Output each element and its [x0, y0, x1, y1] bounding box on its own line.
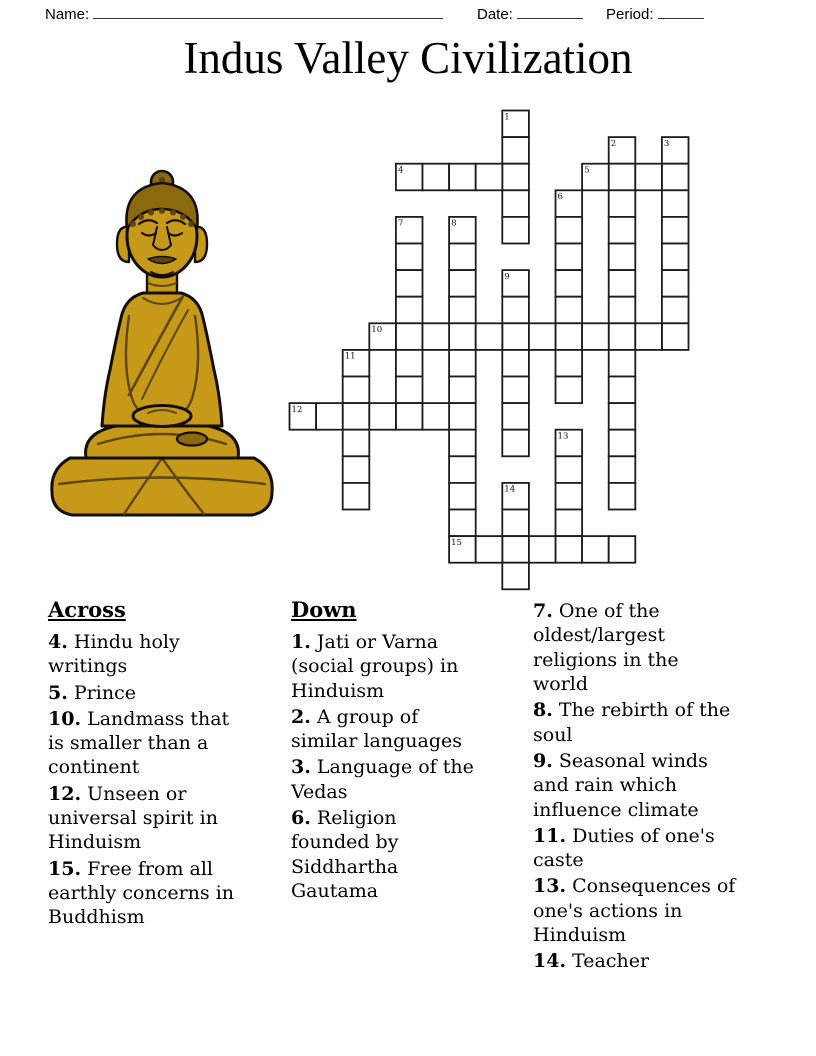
grid-cell — [343, 456, 370, 483]
date-field — [477, 3, 583, 23]
clue-number: 6. — [291, 807, 311, 830]
grid-cell-number: 9 — [504, 271, 510, 282]
grid-cell — [449, 376, 476, 403]
grid-cell — [502, 430, 529, 457]
grid-cell — [609, 323, 636, 350]
clue-text: Religion founded by Siddhartha Gautama — [291, 807, 399, 902]
clue-number: 12. — [48, 782, 82, 805]
grid-cell-number: 7 — [397, 218, 404, 229]
grid-cell — [316, 403, 343, 430]
grid-cell-number: 3 — [663, 138, 670, 149]
crossword-grid — [288, 109, 690, 591]
grid-cell — [502, 509, 529, 536]
grid-cell-number: 15 — [451, 537, 463, 548]
period-field — [606, 3, 704, 23]
clue-text: Consequences of one's actions in Hinduism — [533, 875, 736, 947]
clue-text: Prince — [73, 681, 136, 704]
clue-text: Jati or Varna (social groups) in Hinduism — [291, 630, 459, 702]
grid-cell-number: 13 — [557, 431, 569, 442]
clue-text: Teacher — [572, 950, 650, 973]
clue-number: 11. — [533, 824, 567, 847]
grid-cell — [662, 323, 689, 350]
grid-cell — [609, 270, 636, 297]
grid-cell — [502, 403, 529, 430]
grid-cell — [582, 536, 609, 563]
grid-cell — [609, 243, 636, 270]
grid-cell — [609, 350, 636, 377]
grid-cell — [662, 243, 689, 270]
grid-cell — [396, 376, 423, 403]
clue-text: A group of similar languages — [291, 705, 462, 753]
grid-cell — [555, 536, 582, 563]
clue-item — [291, 806, 477, 903]
clue-number: 10. — [48, 707, 82, 730]
grid-cell — [609, 430, 636, 457]
grid-cell — [555, 270, 582, 297]
grid-cell-number: 1 — [504, 112, 510, 123]
grid-cell — [423, 323, 450, 350]
grid-cell — [476, 536, 503, 563]
grid-cell — [529, 323, 556, 350]
grid-cell — [343, 483, 370, 510]
clue-item — [48, 681, 244, 705]
name-blank-line — [93, 3, 443, 19]
grid-cell — [555, 350, 582, 377]
grid-cell-number: 11 — [344, 351, 356, 362]
clue-number: 2. — [291, 705, 311, 728]
grid-cell — [609, 297, 636, 324]
grid-cell — [502, 297, 529, 324]
grid-cell-number: 14 — [504, 484, 516, 495]
down-clues-column-2 — [533, 599, 739, 976]
grid-cell-number: 10 — [371, 325, 383, 336]
across-clues-column — [48, 597, 244, 932]
grid-cell — [555, 323, 582, 350]
buddha-hands — [133, 406, 191, 427]
grid-cell — [502, 323, 529, 350]
grid-cell — [555, 456, 582, 483]
grid-cell — [449, 430, 476, 457]
grid-cell — [343, 376, 370, 403]
clue-item — [533, 874, 739, 947]
grid-cell-number: 12 — [291, 404, 303, 415]
clue-text: Duties of one's caste — [533, 824, 715, 872]
period-label: Period: — [606, 6, 654, 23]
clue-number: 15. — [48, 857, 82, 880]
grid-cell — [502, 350, 529, 377]
clue-text: Hindu holy writings — [48, 630, 180, 678]
grid-cell — [502, 137, 529, 164]
grid-cell — [343, 430, 370, 457]
grid-cell — [449, 270, 476, 297]
grid-cell — [396, 403, 423, 430]
grid-cell — [396, 350, 423, 377]
down-heading: Down — [291, 597, 357, 622]
page-title: Indus Valley Civilization — [183, 33, 633, 83]
clue-item — [533, 749, 739, 822]
across-heading: Across — [48, 597, 126, 622]
date-label: Date: — [477, 6, 513, 23]
grid-cell — [609, 536, 636, 563]
grid-cell — [396, 323, 423, 350]
grid-cell — [396, 270, 423, 297]
grid-cell — [449, 350, 476, 377]
date-blank-line — [517, 3, 583, 19]
grid-cell — [449, 509, 476, 536]
clue-text: Language of the Vedas — [291, 756, 474, 803]
grid-cell — [369, 403, 396, 430]
grid-cell — [662, 297, 689, 324]
clue-number: 4. — [48, 630, 68, 653]
down-clue-list-1 — [291, 630, 477, 903]
across-clue-list — [48, 630, 244, 930]
grid-cell — [502, 190, 529, 217]
grid-cell — [609, 164, 636, 191]
clue-item — [291, 705, 477, 754]
grid-cell — [555, 297, 582, 324]
grid-cell — [449, 323, 476, 350]
grid-cell — [635, 164, 662, 191]
period-blank-line — [658, 3, 704, 19]
grid-cell-number: 5 — [584, 165, 590, 176]
clue-item — [48, 857, 244, 930]
clue-number: 5. — [48, 681, 68, 704]
worksheet-header — [0, 3, 816, 27]
clue-number: 8. — [533, 699, 553, 722]
grid-cell — [423, 164, 450, 191]
grid-cell — [396, 297, 423, 324]
grid-cell — [555, 483, 582, 510]
grid-cell — [396, 243, 423, 270]
grid-cell-number: 6 — [557, 192, 563, 203]
grid-cell — [609, 376, 636, 403]
grid-cell — [662, 190, 689, 217]
clue-number: 1. — [291, 630, 311, 653]
grid-cell — [662, 270, 689, 297]
grid-cell-number: 4 — [397, 165, 404, 176]
grid-cell — [476, 164, 503, 191]
grid-cell — [662, 164, 689, 191]
buddha-base — [52, 458, 272, 515]
grid-cell — [502, 376, 529, 403]
clue-number: 7. — [533, 600, 553, 622]
grid-cell — [609, 190, 636, 217]
grid-cell — [449, 164, 476, 191]
clue-text: Seasonal winds and rain which influence climate — [533, 749, 708, 821]
grid-cell — [609, 456, 636, 483]
clue-item — [533, 824, 739, 873]
grid-cell — [555, 243, 582, 270]
grid-cell — [555, 509, 582, 536]
grid-cell — [449, 483, 476, 510]
buddha-statue-illustration — [36, 167, 288, 523]
clue-number: 13. — [533, 875, 567, 898]
clue-number: 3. — [291, 756, 311, 779]
grid-cell — [449, 403, 476, 430]
clue-item — [48, 782, 244, 855]
clue-item — [48, 707, 244, 780]
down-clue-list-2 — [533, 599, 739, 974]
grid-cell — [555, 376, 582, 403]
grid-cell — [449, 297, 476, 324]
grid-cell — [423, 403, 450, 430]
clue-item — [533, 698, 739, 747]
grid-cell-number: 8 — [451, 218, 457, 229]
grid-cell — [662, 217, 689, 244]
grid-cell — [555, 217, 582, 244]
grid-cell — [635, 323, 662, 350]
grid-cell — [502, 536, 529, 563]
clue-text: Free from all earthly concerns in Buddhism — [48, 857, 235, 929]
grid-cell — [449, 243, 476, 270]
grid-cell-number: 2 — [610, 138, 617, 149]
grid-cell — [449, 456, 476, 483]
grid-cell — [609, 403, 636, 430]
down-clues-column-1 — [291, 597, 477, 905]
grid-cell — [609, 483, 636, 510]
clue-number: 14. — [533, 950, 567, 973]
clue-item — [533, 599, 739, 696]
clue-item — [48, 630, 244, 679]
name-label: Name: — [45, 6, 90, 23]
clue-item — [291, 630, 477, 703]
clue-text: One of the oldest/largest religions in the world — [533, 600, 679, 695]
grid-cell — [582, 323, 609, 350]
grid-cell — [343, 403, 370, 430]
grid-cell — [609, 217, 636, 244]
grid-cell — [502, 217, 529, 244]
clue-text: Landmass that is smaller than a continent — [48, 707, 230, 779]
grid-cell — [502, 164, 529, 191]
grid-cell — [476, 323, 503, 350]
clue-item — [533, 949, 739, 973]
clue-text: The rebirth of the soul — [533, 699, 731, 746]
grid-cell — [502, 563, 529, 590]
clue-text: Unseen or universal spirit in Hinduism — [48, 782, 218, 854]
name-field — [45, 3, 443, 23]
clue-number: 9. — [533, 749, 553, 772]
grid-cell — [529, 536, 556, 563]
clue-item — [291, 755, 477, 804]
